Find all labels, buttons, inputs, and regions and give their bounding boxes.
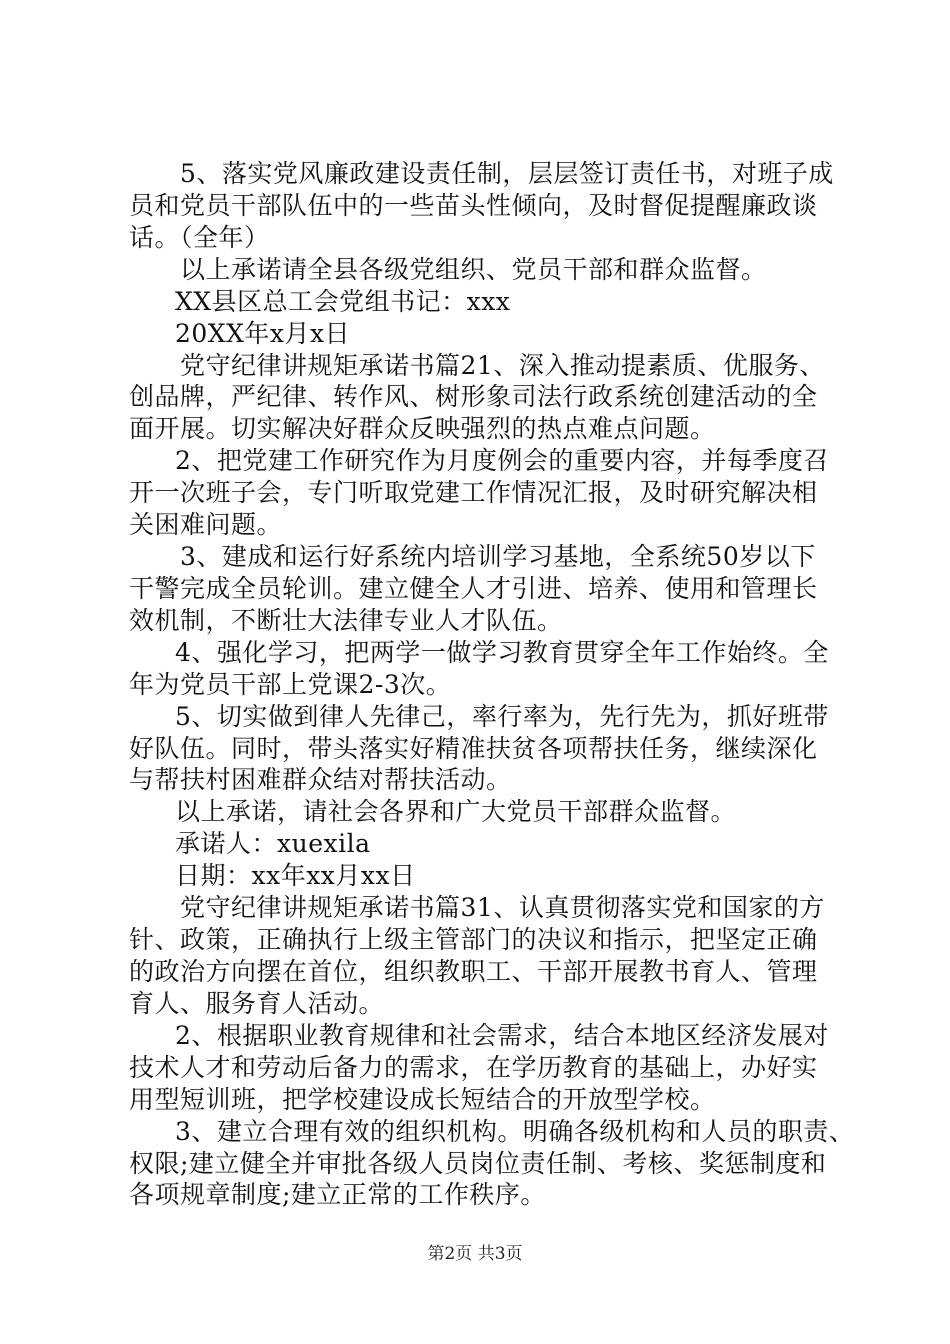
text-line: 各项规章制度;建立正常的工作秩序。 (129, 1180, 546, 1209)
text-line: 面开展。切实解决好群众反映强烈的热点难点问题。 (129, 414, 716, 443)
text-line: 与帮扶村困难群众结对帮扶活动。 (129, 765, 512, 794)
text-line: 效机制，不断壮大法律专业人才队伍。 (129, 606, 563, 635)
text-line: 2、把党建工作研究作为月度例会的重要内容，并每季度召 (175, 446, 829, 475)
text-line: 员和党员干部队伍中的一些苗头性倾向，及时督促提醒廉政谈 (129, 191, 818, 220)
text-line: 2、根据职业教育规律和社会需求，结合本地区经济发展对 (175, 1021, 829, 1050)
text-line: 以上承诺，请社会各界和广大党员干部群众监督。 (175, 797, 737, 826)
text-line: 5、切实做到律人先律己，率行率为，先行先为，抓好班带 (175, 702, 829, 731)
text-line: 的政治方向摆在首位，组织教职工、干部开展教书育人、管理 (129, 957, 818, 986)
text-line: 育人、服务育人活动。 (129, 989, 385, 1018)
text-line: 4、强化学习，把两学一做学习教育贯穿全年工作始终。全 (175, 638, 829, 667)
page-footer (0, 1242, 950, 1266)
text-line: 关困难问题。 (129, 510, 283, 539)
text-line: 创品牌，严纪律、转作风、树形象司法行政系统创建活动的全 (129, 382, 818, 411)
text-line: 年为党员干部上党课2-3次。 (129, 670, 452, 699)
text-line: 3、建立合理有效的组织机构。明确各级机构和人员的职责、 (175, 1117, 855, 1146)
text-line: XX县区总工会党组书记：xxx (175, 287, 511, 316)
text-line: 技术人才和劳动后备力的需求，在学历教育的基础上，办好实 (129, 1053, 818, 1082)
text-line: 党守纪律讲规矩承诺书篇31、认真贯彻落实党和国家的方 (180, 893, 825, 922)
text-line: 针、政策，正确执行上级主管部门的决议和指示，把坚定正确 (129, 925, 818, 954)
text-line: 3、建成和运行好系统内培训学习基地，全系统50岁以下 (180, 542, 816, 571)
text-line: 承诺人：xuexila (175, 829, 371, 858)
text-line: 开一次班子会，专门听取党建工作情况汇报，及时研究解决相 (129, 478, 818, 507)
text-line: 党守纪律讲规矩承诺书篇21、深入推动提素质、优服务、 (180, 351, 825, 380)
text-line: 5、落实党风廉政建设责任制，层层签订责任书，对班子成 (180, 159, 834, 188)
text-line: 20XX年x月x日 (175, 319, 351, 348)
text-line: 话。（全年） (129, 223, 270, 252)
text-line: 以上承诺请全县各级党组织、党员干部和群众监督。 (180, 255, 767, 284)
text-line: 好队伍。同时，带头落实好精准扶贫各项帮扶任务，继续深化 (129, 734, 818, 763)
text-line: 干警完成全员轮训。建立健全人才引进、培养、使用和管理长 (129, 574, 818, 603)
text-line: 权限;建立健全并审批各级人员岗位责任制、考核、奖惩制度和 (129, 1149, 827, 1178)
text-line: 用型短训班，把学校建设成长短结合的开放型学校。 (129, 1085, 716, 1114)
page-number-label: 第2页 共3页 (427, 1244, 523, 1264)
text-line: 日期：xx年xx月xx日 (175, 861, 416, 890)
